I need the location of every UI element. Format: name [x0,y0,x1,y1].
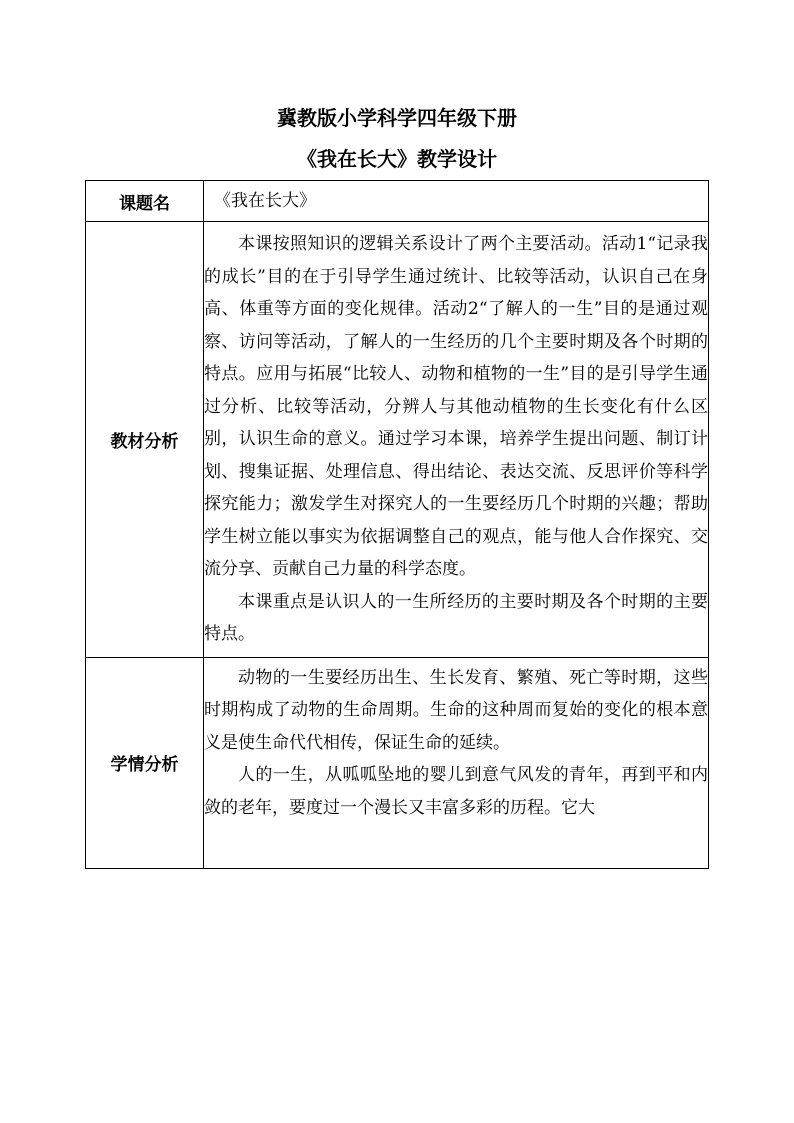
table-row-topic [86,181,709,222]
student-analysis-label: 学情分析 [86,657,204,868]
table-row-student-analysis [86,657,709,868]
student-analysis-paragraph: 人的一生，从呱呱坠地的婴儿到意气风发的青年，再到平和内敛的老年，要度过一个漫长又丰富多彩的历程。它大 [204,765,708,818]
topic-value: 《我在长大》 [204,181,709,222]
student-analysis-paragraph: 动物的一生要经历出生、生长发育、繁殖、死亡等时期，这些时期构成了动物的生命周期。生命的这种周而复始的变化的根本意义是使生命代代相传，保证生命的延续。 [204,667,708,753]
document-title: 冀教版小学科学四年级下册 [277,106,517,130]
textbook-analysis-paragraph: 本课按照知识的逻辑关系设计了两个主要活动。活动1“记录我的成长”目的在于引导学生通过统计、比较等活动，认识自己在身高、体重等方面的变化规律。活动2“了解人的一生”目的是通过观察、访问等活动，了解人的一生经历的几个主要时期及各个时期的特点。应用与拓展“比较人、动物和植物的一生”目的是引导学生通过分析、比较等活动，分辨人与其他动植物的生长变化有什么区别，认识生命的意义。通过学习本课，培养学生提出问题、制订计划、搜集证据、处理信息、得出结论、表达交流、反思评价等科学探究能力；激发学生对探究人的一生要经历几个时期的兴趣；帮助学生树立能以事实为依据调整自己的观点，能与他人合作探究、交流分享、贡献自己力量的科学态度。 [204,234,708,579]
student-analysis-content [204,657,709,868]
document-subtitle: 《我在长大》教学设计 [297,147,497,171]
lesson-design-table [85,180,709,869]
textbook-analysis-paragraph: 本课重点是认识人的一生所经历的主要时期及各个时期的主要特点。 [204,591,708,644]
table-row-textbook-analysis [86,222,709,658]
topic-label: 课题名 [86,181,204,222]
textbook-analysis-label: 教材分析 [86,222,204,658]
textbook-analysis-content [204,222,709,658]
